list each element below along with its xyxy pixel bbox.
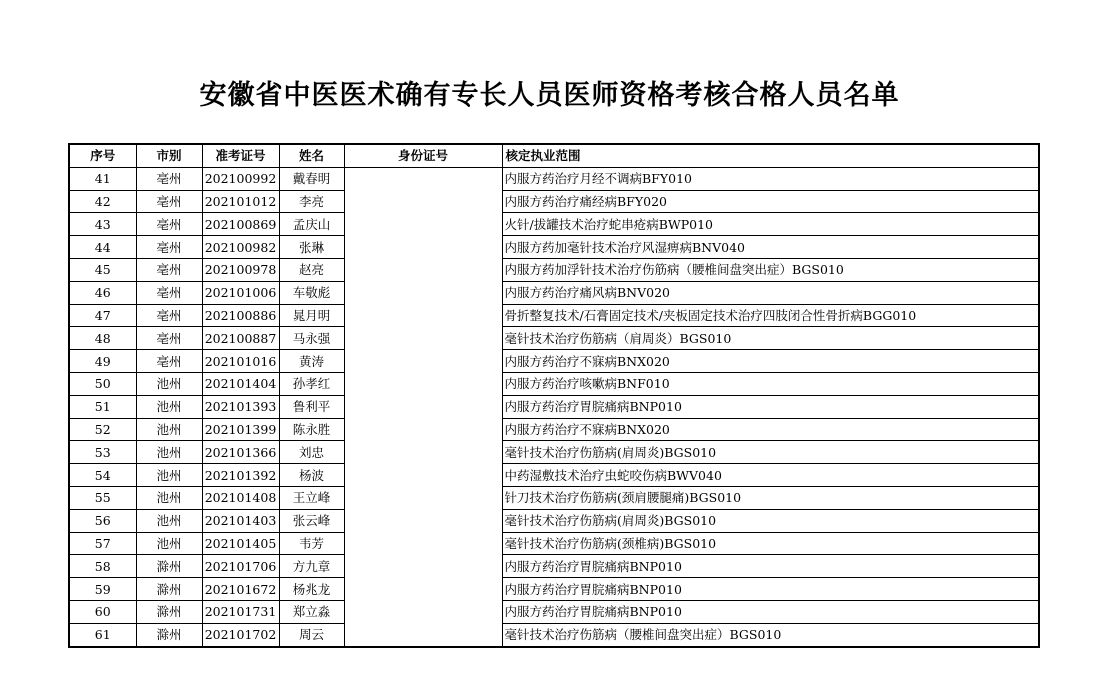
cell-serial-number: 57 — [69, 532, 136, 555]
table-row — [69, 464, 1039, 487]
cell-serial-number: 60 — [69, 600, 136, 623]
cell-exam-id: 202101731 — [202, 600, 279, 623]
cell-exam-id: 202101403 — [202, 509, 279, 532]
cell-exam-id: 202101399 — [202, 418, 279, 441]
table-row — [69, 418, 1039, 441]
cell-id-card — [344, 623, 502, 646]
cell-id-card — [344, 600, 502, 623]
cell-practice-scope: 内服方药治疗不寐病BNX020 — [502, 418, 1039, 441]
cell-name: 车敬彪 — [279, 281, 344, 304]
table-row — [69, 555, 1039, 578]
cell-name: 韦芳 — [279, 532, 344, 555]
table-row — [69, 509, 1039, 532]
cell-name: 杨兆龙 — [279, 578, 344, 601]
table-row — [69, 578, 1039, 601]
cell-exam-id: 202100982 — [202, 236, 279, 259]
cell-practice-scope: 毫针技术治疗伤筋病(肩周炎)BGS010 — [502, 441, 1039, 464]
cell-practice-scope: 骨折整复技术/石膏固定技术/夹板固定技术治疗四肢闭合性骨折病BGG010 — [502, 304, 1039, 327]
cell-practice-scope: 内服方药治疗胃脘痛病BNP010 — [502, 578, 1039, 601]
cell-name: 晁月明 — [279, 304, 344, 327]
cell-city: 池州 — [136, 441, 202, 464]
header-id-card: 身份证号 — [344, 144, 502, 167]
cell-practice-scope: 内服方药治疗胃脘痛病BNP010 — [502, 395, 1039, 418]
cell-name: 鲁利平 — [279, 395, 344, 418]
cell-serial-number: 61 — [69, 623, 136, 646]
cell-name: 黄涛 — [279, 350, 344, 373]
cell-exam-id: 202101408 — [202, 486, 279, 509]
cell-exam-id: 202101405 — [202, 532, 279, 555]
cell-id-card — [344, 327, 502, 350]
cell-id-card — [344, 464, 502, 487]
table-row — [69, 213, 1039, 236]
cell-id-card — [344, 190, 502, 213]
table-row — [69, 350, 1039, 373]
cell-serial-number: 47 — [69, 304, 136, 327]
cell-practice-scope: 毫针技术治疗伤筋病（肩周炎）BGS010 — [502, 327, 1039, 350]
cell-exam-id: 202101672 — [202, 578, 279, 601]
cell-id-card — [344, 167, 502, 190]
cell-name: 刘忠 — [279, 441, 344, 464]
cell-name: 陈永胜 — [279, 418, 344, 441]
cell-exam-id: 202101393 — [202, 395, 279, 418]
cell-id-card — [344, 395, 502, 418]
cell-city: 亳州 — [136, 327, 202, 350]
cell-city: 亳州 — [136, 236, 202, 259]
cell-practice-scope: 内服方药加毫针技术治疗风湿痹病BNV040 — [502, 236, 1039, 259]
cell-city: 亳州 — [136, 304, 202, 327]
cell-name: 马永强 — [279, 327, 344, 350]
cell-exam-id: 202101392 — [202, 464, 279, 487]
cell-exam-id: 202100992 — [202, 167, 279, 190]
cell-practice-scope: 内服方药治疗痛风病BNV020 — [502, 281, 1039, 304]
cell-name: 方九章 — [279, 555, 344, 578]
cell-exam-id: 202101706 — [202, 555, 279, 578]
table-row — [69, 258, 1039, 281]
cell-serial-number: 41 — [69, 167, 136, 190]
cell-city: 池州 — [136, 532, 202, 555]
table-row — [69, 623, 1039, 646]
table-row — [69, 304, 1039, 327]
cell-serial-number: 50 — [69, 372, 136, 395]
cell-exam-id: 202101006 — [202, 281, 279, 304]
cell-practice-scope: 内服方药治疗痛经病BFY020 — [502, 190, 1039, 213]
cell-practice-scope: 毫针技术治疗伤筋病(肩周炎)BGS010 — [502, 509, 1039, 532]
table-row — [69, 281, 1039, 304]
cell-name: 李亮 — [279, 190, 344, 213]
cell-name: 孟庆山 — [279, 213, 344, 236]
qualified-personnel-table — [68, 143, 1040, 648]
cell-id-card — [344, 236, 502, 259]
cell-serial-number: 46 — [69, 281, 136, 304]
table-row — [69, 486, 1039, 509]
table-row — [69, 236, 1039, 259]
cell-exam-id: 202101016 — [202, 350, 279, 373]
cell-id-card — [344, 555, 502, 578]
table-row — [69, 441, 1039, 464]
cell-serial-number: 54 — [69, 464, 136, 487]
cell-name: 周云 — [279, 623, 344, 646]
cell-practice-scope: 针刀技术治疗伤筋病(颈肩腰腿痛)BGS010 — [502, 486, 1039, 509]
cell-practice-scope: 毫针技术治疗伤筋病(颈椎病)BGS010 — [502, 532, 1039, 555]
cell-exam-id: 202100887 — [202, 327, 279, 350]
table-row — [69, 395, 1039, 418]
cell-city: 池州 — [136, 464, 202, 487]
table-row — [69, 372, 1039, 395]
cell-exam-id: 202101366 — [202, 441, 279, 464]
cell-serial-number: 52 — [69, 418, 136, 441]
header-serial-number: 序号 — [69, 144, 136, 167]
table-row — [69, 600, 1039, 623]
cell-exam-id: 202100978 — [202, 258, 279, 281]
cell-practice-scope: 内服方药治疗胃脘痛病BNP010 — [502, 555, 1039, 578]
page-title: 安徽省中医医术确有专长人员医师资格考核合格人员名单 — [199, 80, 900, 111]
cell-serial-number: 48 — [69, 327, 136, 350]
cell-id-card — [344, 304, 502, 327]
cell-city: 滁州 — [136, 555, 202, 578]
cell-city: 亳州 — [136, 281, 202, 304]
cell-id-card — [344, 486, 502, 509]
cell-name: 张琳 — [279, 236, 344, 259]
table-body — [69, 167, 1039, 646]
table-row — [69, 190, 1039, 213]
table-row — [69, 327, 1039, 350]
cell-serial-number: 49 — [69, 350, 136, 373]
cell-city: 亳州 — [136, 213, 202, 236]
cell-serial-number: 58 — [69, 555, 136, 578]
cell-exam-id: 202101012 — [202, 190, 279, 213]
cell-id-card — [344, 418, 502, 441]
cell-serial-number: 55 — [69, 486, 136, 509]
cell-name: 王立峰 — [279, 486, 344, 509]
cell-serial-number: 43 — [69, 213, 136, 236]
cell-city: 亳州 — [136, 350, 202, 373]
cell-exam-id: 202100886 — [202, 304, 279, 327]
table-row — [69, 532, 1039, 555]
cell-id-card — [344, 532, 502, 555]
cell-serial-number: 51 — [69, 395, 136, 418]
cell-city: 滁州 — [136, 600, 202, 623]
cell-serial-number: 42 — [69, 190, 136, 213]
cell-id-card — [344, 350, 502, 373]
cell-exam-id: 202101702 — [202, 623, 279, 646]
cell-practice-scope: 内服方药治疗不寐病BNX020 — [502, 350, 1039, 373]
header-name: 姓名 — [279, 144, 344, 167]
cell-city: 池州 — [136, 418, 202, 441]
cell-practice-scope: 中药湿敷技术治疗虫蛇咬伤病BWV040 — [502, 464, 1039, 487]
cell-city: 池州 — [136, 509, 202, 532]
cell-serial-number: 44 — [69, 236, 136, 259]
cell-city: 亳州 — [136, 167, 202, 190]
header-exam-id: 准考证号 — [202, 144, 279, 167]
header-practice-scope: 核定执业范围 — [502, 144, 1039, 167]
cell-practice-scope: 内服方药治疗月经不调病BFY010 — [502, 167, 1039, 190]
cell-city: 亳州 — [136, 258, 202, 281]
cell-practice-scope: 内服方药加浮针技术治疗伤筋病（腰椎间盘突出症）BGS010 — [502, 258, 1039, 281]
cell-name: 张云峰 — [279, 509, 344, 532]
cell-name: 孙孝红 — [279, 372, 344, 395]
cell-name: 赵亮 — [279, 258, 344, 281]
cell-id-card — [344, 213, 502, 236]
cell-id-card — [344, 281, 502, 304]
cell-exam-id: 202100869 — [202, 213, 279, 236]
cell-name: 杨波 — [279, 464, 344, 487]
cell-name: 戴春明 — [279, 167, 344, 190]
table-header-row — [69, 144, 1039, 167]
cell-id-card — [344, 509, 502, 532]
cell-practice-scope: 毫针技术治疗伤筋病（腰椎间盘突出症）BGS010 — [502, 623, 1039, 646]
cell-city: 亳州 — [136, 190, 202, 213]
cell-id-card — [344, 578, 502, 601]
cell-city: 滁州 — [136, 623, 202, 646]
cell-name: 郑立淼 — [279, 600, 344, 623]
cell-id-card — [344, 441, 502, 464]
cell-serial-number: 56 — [69, 509, 136, 532]
cell-city: 池州 — [136, 395, 202, 418]
cell-serial-number: 59 — [69, 578, 136, 601]
cell-practice-scope: 内服方药治疗胃脘痛病BNP010 — [502, 600, 1039, 623]
cell-id-card — [344, 258, 502, 281]
cell-city: 池州 — [136, 372, 202, 395]
cell-id-card — [344, 372, 502, 395]
cell-city: 池州 — [136, 486, 202, 509]
header-city: 市别 — [136, 144, 202, 167]
cell-practice-scope: 内服方药治疗咳嗽病BNF010 — [502, 372, 1039, 395]
cell-practice-scope: 火针/拔罐技术治疗蛇串疮病BWP010 — [502, 213, 1039, 236]
cell-exam-id: 202101404 — [202, 372, 279, 395]
cell-serial-number: 45 — [69, 258, 136, 281]
cell-serial-number: 53 — [69, 441, 136, 464]
table-row — [69, 167, 1039, 190]
cell-city: 滁州 — [136, 578, 202, 601]
